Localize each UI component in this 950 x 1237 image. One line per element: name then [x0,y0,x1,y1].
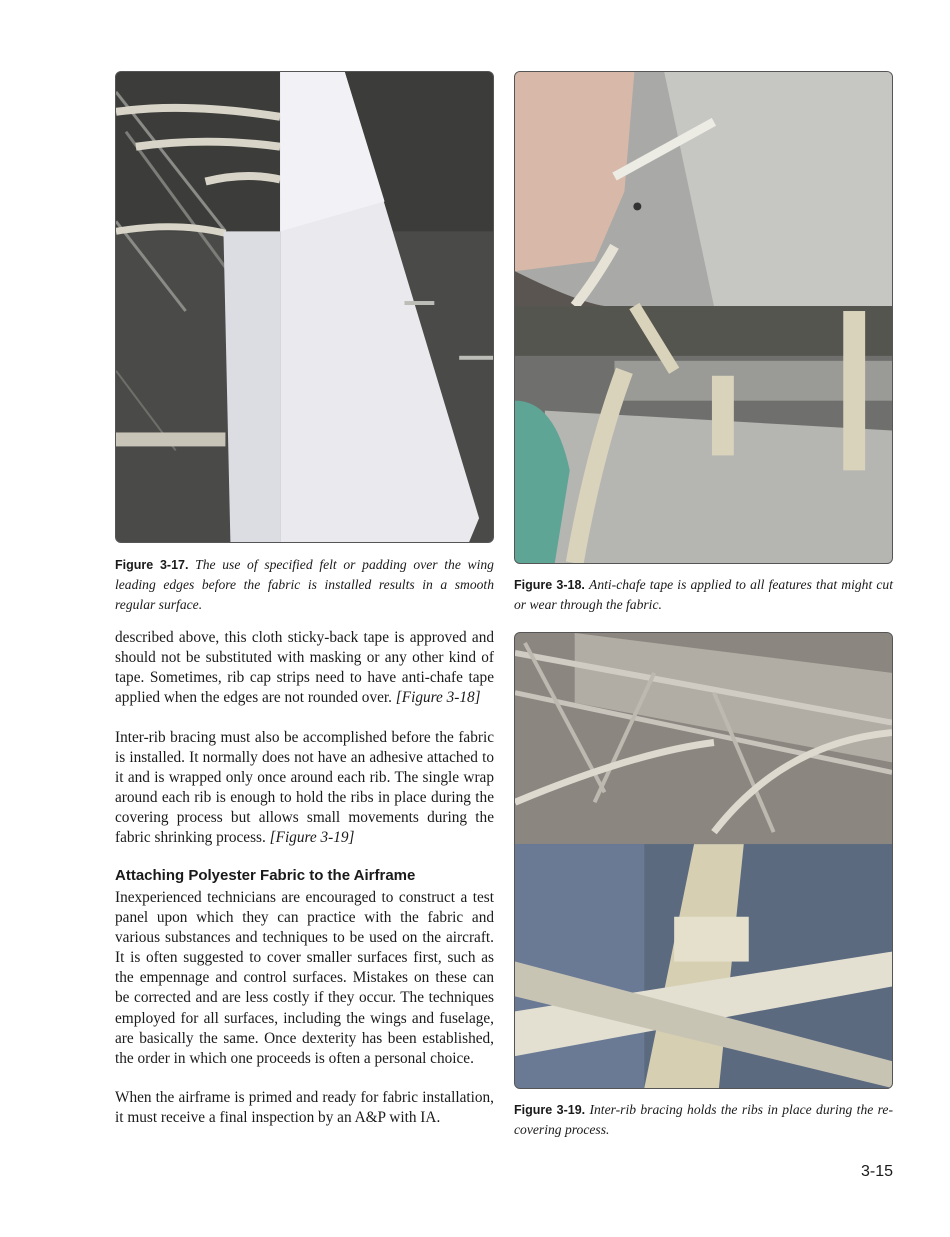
body-paragraph: Inexperienced technicians are encouraged to construct a test panel upon which they can practice with the fabric and various substances and techniques to be used on the aircraft. It is often suggested to cover smaller surfaces first, such as the empennage and control surfaces. Mistakes on these can be corrected and are less costly if they occur. The techniques employed for all surfaces, including the wings and fuselage, are basically the same. Once dexterity has been established, the order in which one proceeds is often a personal choice. [115,889,494,1067]
figure-label: Figure 3-18. [514,578,585,592]
figure-caption-text: Inter-rib bracing holds the ribs in place during the re-covering process. [514,1102,893,1137]
body-paragraph: When the airframe is primed and ready for fabric installation, it must receive a final inspection by an A&P with IA. [115,1089,494,1127]
figure-3-18-caption [514,575,893,615]
figure-3-19-caption [514,1100,893,1140]
figure-caption-text: The use of specified felt or padding over the wing leading edges before the fabric is installed results in a smooth regular surface. [115,557,494,612]
figure-3-17-caption [115,555,494,615]
figure-3-18-photo [514,71,893,564]
paragraph-text: Inter-rib bracing must also be accomplished before the fabric is installed. It normally does not have an adhesive attached to it and is wrapped only once around each rib. The single wrap around each rib is enough to hold the ribs in place during the covering process but allows small movements during the fabric shrinking process. [115,729,494,847]
figure-reference: [Figure 3-19] [269,829,355,847]
section-heading: Attaching Polyester Fabric to the Airframe [115,867,416,884]
body-paragraph [115,628,494,708]
wing-leading-edge-photo [116,72,493,542]
page-number: 3-15 [860,1163,893,1180]
body-paragraph [115,728,494,849]
anti-chafe-tape-photo [515,72,892,563]
figure-reference: [Figure 3-18] [395,689,481,707]
figure-caption-text: Anti-chafe tape is applied to all features that might cut or wear through the fabric. [514,577,893,612]
inter-rib-bracing-photo [515,633,892,1088]
figure-label: Figure 3-17. [115,558,189,572]
figure-label: Figure 3-19. [514,1103,586,1117]
figure-3-19-photo [514,632,893,1089]
paragraph-text: described above, this cloth sticky-back tape is approved and should not be substituted with masking or any other kind of tape. Sometimes, rib cap strips need to have anti-chafe tape applied when the edges are not rounded over. [115,629,494,707]
figure-3-17-photo [115,71,494,543]
